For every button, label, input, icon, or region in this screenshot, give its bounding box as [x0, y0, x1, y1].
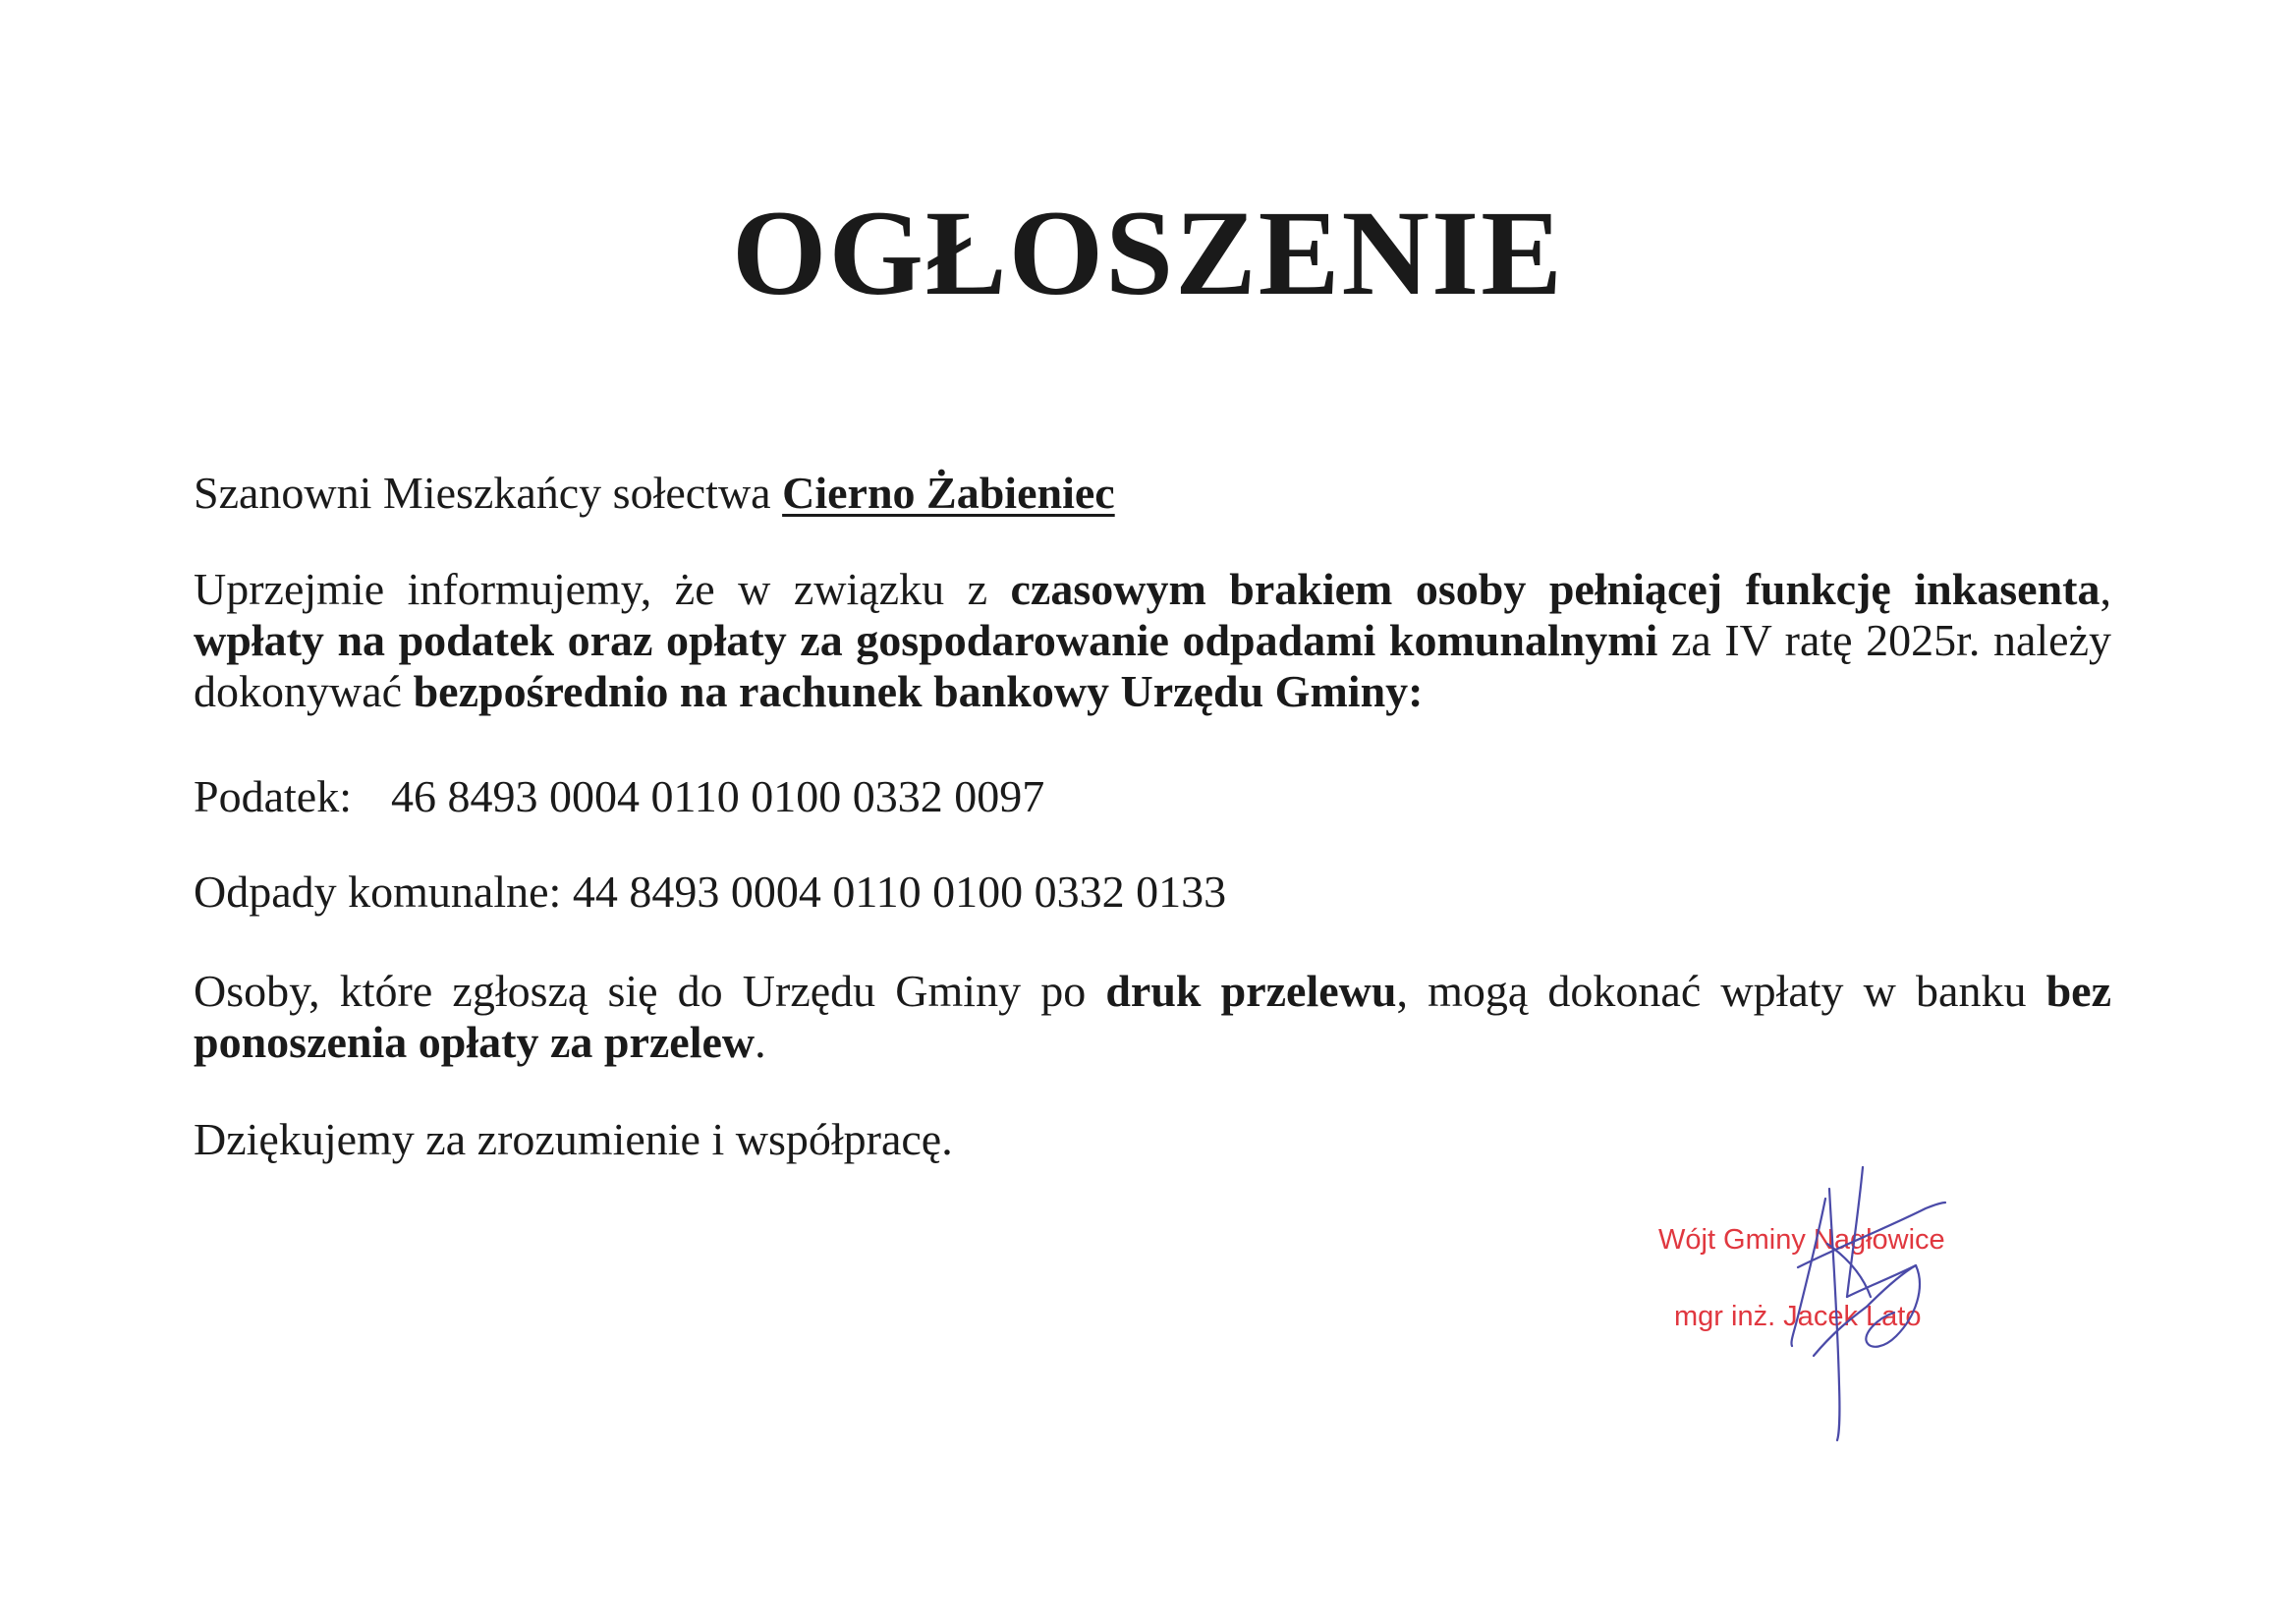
- intro-bold-1: czasowym brakiem osoby pełniącej funkcję inkasenta: [1010, 564, 2100, 614]
- intro-bold-2: wpłaty na podatek oraz opłaty za gospodarowanie odpadami komunalnymi: [194, 615, 1658, 665]
- transfer-bold-2: bez ponoszenia opłaty za przelew: [194, 966, 2111, 1067]
- page-title: OGŁOSZENIE: [732, 186, 1564, 320]
- greeting-paragraph: [194, 468, 2111, 519]
- intro-paragraph: [194, 564, 2111, 717]
- tax-account-line: [194, 771, 2111, 822]
- transfer-text-3: .: [755, 1017, 766, 1067]
- stamp-title: Wójt Gminy Nagłowice: [1658, 1224, 1945, 1256]
- handwritten-signature: [1768, 1149, 1994, 1444]
- transfer-text-2: , mogą dokonać wpłaty w banku: [1396, 966, 2046, 1016]
- waste-account-label: Odpady komunalne:: [194, 867, 562, 917]
- tax-account-label: Podatek:: [194, 771, 352, 821]
- waste-account-number: 44 8493 0004 0110 0100 0332 0133: [572, 867, 1227, 917]
- waste-account-line: [194, 867, 2111, 918]
- greeting-prefix: Szanowni Mieszkańcy sołectwa: [194, 468, 783, 518]
- intro-text-1: Uprzejmie informujemy, że w związku z: [194, 564, 1011, 614]
- intro-text-3: za IV ratę 2025r. należy dokonywać: [194, 615, 2111, 716]
- intro-text-2: ,: [2100, 564, 2111, 614]
- closing-line: Dziękujemy za zrozumienie i współpracę.: [194, 1114, 953, 1164]
- transfer-text-1: Osoby, które zgłoszą się do Urzędu Gminy po: [194, 966, 1106, 1016]
- tax-account-number: 46 8493 0004 0110 0100 0332 0097: [390, 771, 1045, 821]
- village-name: Cierno Żabieniec: [782, 468, 1115, 518]
- stamp-name: mgr inż. Jacek Lato: [1674, 1301, 1922, 1332]
- intro-bold-3: bezpośrednio na rachunek bankowy Urzędu Gminy:: [413, 666, 1424, 716]
- transfer-bold-1: druk przelewu: [1105, 966, 1397, 1016]
- transfer-note-paragraph: [194, 966, 2111, 1068]
